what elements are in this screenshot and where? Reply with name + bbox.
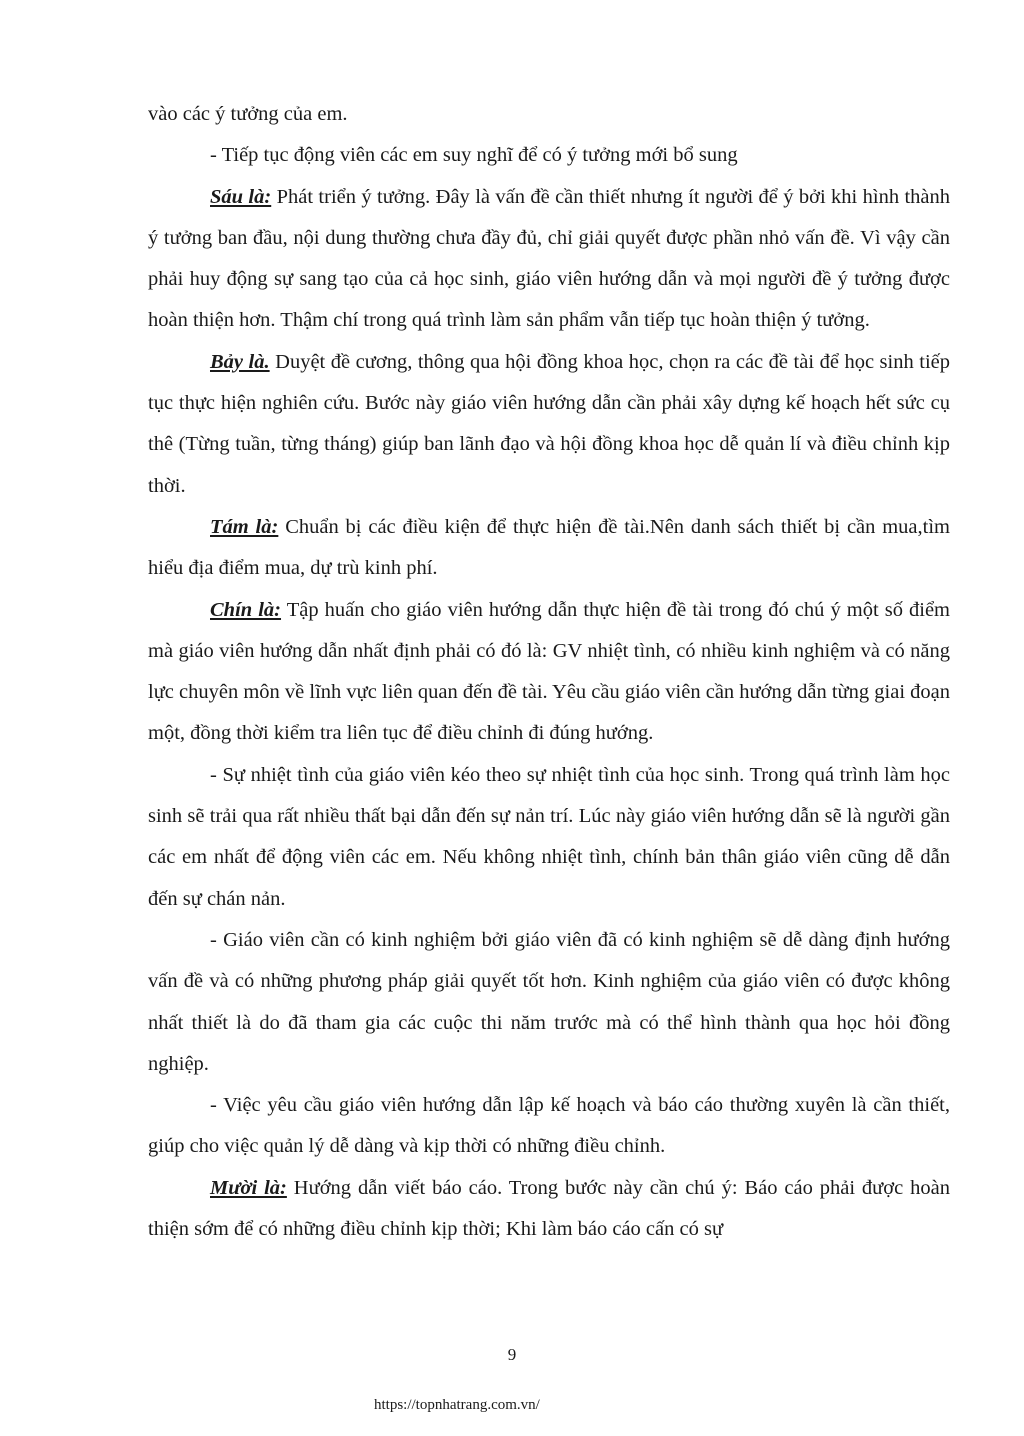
paragraph-text: - Sự nhiệt tình của giáo viên kéo theo sự nhiệt tình của học sinh. Trong quá trình làm học sinh sẽ trải qua rất nhiều thất bại dẫn đến sự nản trí. Lúc này giáo viên hướng dẫn sẽ là người gần các em nhất để động viên các em. Nếu không nhiệt tình, chính bản thân giáo viên cũng dễ dẫn đến sự chán nản. [148, 763, 950, 910]
paragraph-6 [148, 755, 950, 920]
paragraph-3 [148, 342, 950, 507]
paragraph-text: - Việc yêu cầu giáo viên hướng dẫn lập kế hoạch và báo cáo thường xuyên là cần thiết, giúp cho việc quản lý dễ dàng và kịp thời có những điều chỉnh. [148, 1094, 950, 1158]
paragraph-lead: Chín là: [210, 598, 282, 621]
paragraph-text: - Tiếp tục động viên các em suy nghĩ để có ý tưởng mới bổ sung [210, 144, 738, 167]
paragraph-7 [148, 920, 950, 1085]
paragraph-0 [148, 94, 950, 135]
paragraph-4 [148, 507, 950, 590]
paragraph-8 [148, 1085, 950, 1168]
paragraph-text: Duyệt đề cương, thông qua hội đồng khoa học, chọn ra các đề tài để học sinh tiếp tục thực hiện nghiên cứu. Bước này giáo viên hướng dẫn cần phải xây dựng kế hoạch hết sức cụ thê (Từng tuần, từng tháng) giúp ban lãnh đạo và hội đồng khoa học dễ quản lí và điều chỉnh kịp thời. [148, 350, 950, 497]
paragraph-2 [148, 177, 950, 342]
paragraph-text: Phát triển ý tưởng. Đây là vấn đề cần thiết nhưng ít người để ý bởi khi hình thành ý tưởng ban đầu, nội dung thường chưa đầy đủ, chỉ giải quyết được phần nhỏ vấn đề. Vì vậy cần phải huy động sự sang tạo của cả học sinh, giáo viên hướng dẫn và mọi người đề ý tưởng được hoàn thiện hơn. Thậm chí trong quá trình làm sản phẩm vẫn tiếp tục hoàn thiện ý tưởng. [148, 185, 950, 332]
paragraph-lead: Bảy là. [210, 350, 270, 373]
paragraph-text: Hướng dẫn viết báo cáo. Trong bước này cần chú ý: Báo cáo phải được hoàn thiện sớm để có những điều chỉnh kịp thời; Khi làm báo cáo cấn có sự [148, 1176, 950, 1241]
paragraph-lead: Sáu là: [210, 185, 272, 208]
paragraph-9 [148, 1168, 950, 1251]
document-body [148, 94, 950, 1250]
paragraph-lead: Mười là: [210, 1176, 287, 1199]
paragraph-text: vào các ý tưởng của em. [148, 103, 348, 125]
footer-url[interactable]: https://topnhatrang.com.vn/ [374, 1397, 540, 1413]
paragraph-5 [148, 590, 950, 755]
paragraph-1 [148, 135, 950, 176]
paragraph-lead: Tám là: [210, 515, 279, 538]
paragraph-text: Tập huấn cho giáo viên hướng dẫn thực hiện đề tài trong đó chú ý một số điểm mà giáo viên hướng dẫn nhất định phải có đó là: GV nhiệt tình, có nhiều kinh nghiệm và có năng lực chuyên môn về lĩnh vực liên quan đến đề tài. Yêu cầu giáo viên cần hướng dẫn từng giai đoạn một, đồng thời kiểm tra liên tục để điều chỉnh đi đúng hướng. [148, 598, 950, 745]
paragraph-text: Chuẩn bị các điều kiện để thực hiện đề tài.Nên danh sách thiết bị cần mua,tìm hiểu địa điểm mua, dự trù kinh phí. [148, 515, 950, 580]
page-number: 9 [507, 1345, 517, 1364]
paragraph-text: - Giáo viên cần có kinh nghiệm bởi giáo viên đã có kinh nghiệm sẽ dễ dàng định hướng vấn đề và có những phương pháp giải quyết tốt hơn. Kinh nghiệm của giáo viên có được không nhất thiết là do đã tham gia các cuộc thi năm trước mà có thể hình thành qua học hỏi đồng nghiệp. [148, 928, 950, 1075]
